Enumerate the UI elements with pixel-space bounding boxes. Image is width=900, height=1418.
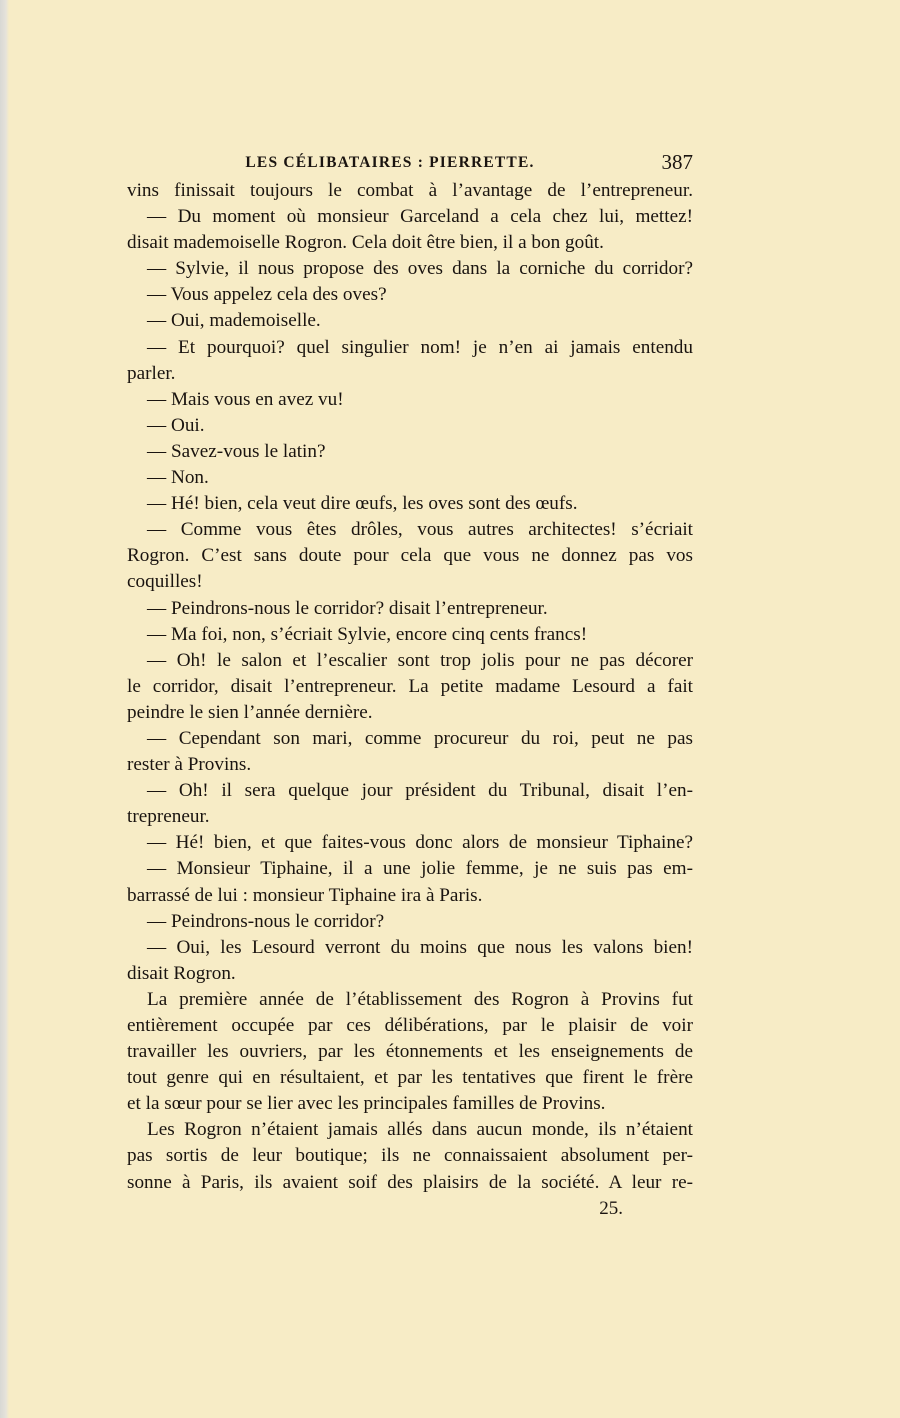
text-line: — Oh! le salon et l’escalier sont trop jolis pour ne pas décorer [147,649,693,671]
text-line: — Oh! il sera quelque jour président du Tribunal, disait l’en- [147,780,693,802]
text-line: et la sœur pour se lier avec les principales familles de Provins. [127,1093,606,1115]
text-line: le corridor, disait l’entrepreneur. La petite madame Lesourd a fait [127,675,693,697]
text-line: La première année de l’établissement des Rogron à Provins fut [147,988,693,1010]
text-line: barrassé de lui : monsieur Tiphaine ira à Paris. [127,884,483,906]
text-line: — Oui, mademoiselle. [147,310,321,332]
body-text [127,178,693,1196]
text-line: — Oui. [147,414,205,436]
text-line: — Ma foi, non, s’écriait Sylvie, encore cinq cents francs! [147,623,588,645]
text-line: disait Rogron. [127,962,236,984]
text-line: tout genre qui en résultaient, et par les tentatives que firent le frère [127,1067,693,1089]
book-page [127,148,693,1222]
text-line: Rogron. C’est sans doute pour cela que vous ne donnez pas vos [127,545,693,567]
text-line: — Monsieur Tiphaine, il a une jolie femme, je ne suis pas em- [147,858,693,880]
text-line: vins finissait toujours le combat à l’avantage de l’entrepreneur. [127,180,693,201]
running-title: LES CÉLIBATAIRES : PIERRETTE. [245,154,535,171]
text-line: coquilles! [127,571,203,593]
running-head [127,148,693,178]
signature-mark: 25. [599,1197,623,1219]
scan-edge [0,0,9,1418]
text-line: — Et pourquoi? quel singulier nom! je n’en ai jamais entendu [147,336,693,358]
text-line: sonne à Paris, ils avaient soif des plaisirs de la société. A leur re- [127,1171,693,1193]
text-line: — Comme vous êtes drôles, vous autres architectes! s’écriait [147,519,693,541]
page-number: 387 [661,150,693,174]
text-line: — Peindrons-nous le corridor? disait l’entrepreneur. [147,597,548,619]
text-line: — Hé! bien, et que faites-vous donc alors de monsieur Tiphaine? [147,832,693,854]
text-line: — Peindrons-nous le corridor? [147,910,385,932]
text-line: peindre le sien l’année dernière. [127,701,373,723]
text-line: — Non. [147,467,209,489]
text-line: — Vous appelez cela des oves? [147,284,387,306]
text-line: entièrement occupée par ces délibérations, par le plaisir de voir [127,1015,693,1036]
text-line: disait mademoiselle Rogron. Cela doit être bien, il a bon goût. [127,232,604,254]
text-line: trepreneur. [127,806,210,828]
text-line: parler. [127,362,176,384]
text-line: — Hé! bien, cela veut dire œufs, les oves sont des œufs. [147,493,578,515]
text-line: pas sortis de leur boutique; ils ne connaissaient absolument per- [127,1145,693,1167]
text-line: — Du moment où monsieur Garceland a cela chez lui, mettez! [147,206,693,228]
text-line: travailler les ouvriers, par les étonnements et les enseignements de [127,1041,693,1063]
text-line: — Sylvie, il nous propose des oves dans la corniche du corridor? [147,258,693,280]
text-line: — Savez-vous le latin? [147,440,326,462]
text-line: — Cependant son mari, comme procureur du roi, peut ne pas [147,727,693,749]
text-line: Les Rogron n’étaient jamais allés dans aucun monde, ils n’étaient [147,1119,693,1141]
text-line: rester à Provins. [127,754,252,776]
text-line: — Mais vous en avez vu! [147,388,344,410]
text-line: — Oui, les Lesourd verront du moins que nous les valons bien! [147,936,693,958]
